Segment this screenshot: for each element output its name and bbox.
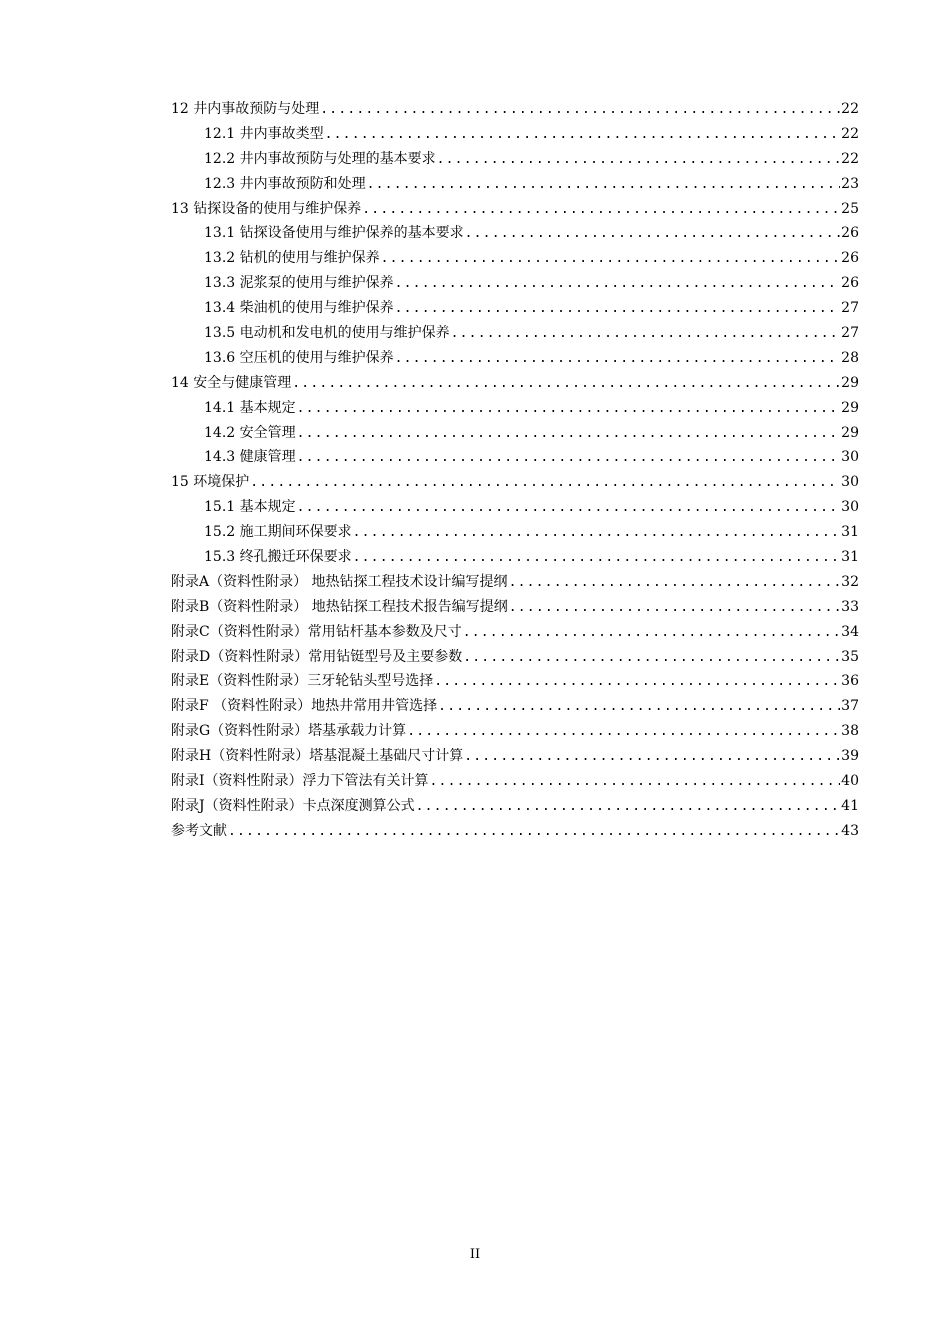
toc-entry-title: 13.3 泥浆泵的使用与维护保养 — [204, 275, 394, 292]
toc-entry[interactable] — [171, 271, 859, 296]
toc-entry-page: 31 — [841, 549, 859, 566]
toc-entry-title: 13.1 钻探设备使用与维护保养的基本要求 — [204, 225, 464, 242]
toc-entry-page: 27 — [841, 325, 859, 342]
toc-entry-title: 13 钻探设备的使用与维护保养 — [171, 200, 362, 217]
toc-entry-page: 35 — [841, 648, 859, 665]
toc-entry-title: 15.1 基本规定 — [204, 499, 296, 516]
toc-entry-title: 13.5 电动机和发电机的使用与维护保养 — [204, 325, 450, 342]
toc-dot-leader — [381, 247, 841, 272]
toc-entry[interactable] — [171, 396, 859, 421]
toc-entry[interactable] — [171, 97, 859, 122]
toc-dot-leader — [395, 272, 841, 297]
toc-entry-page: 29 — [841, 374, 859, 391]
toc-entry-page: 36 — [841, 673, 859, 690]
toc-entry-page: 41 — [841, 797, 859, 814]
toc-entry[interactable] — [171, 570, 859, 595]
toc-entry-title: 附录E（资料性附录）三牙轮钻头型号选择 — [171, 673, 434, 690]
toc-entry[interactable] — [171, 470, 859, 495]
toc-entry[interactable] — [171, 794, 859, 819]
toc-dot-leader — [465, 222, 841, 247]
toc-entry[interactable] — [171, 147, 859, 172]
toc-entry[interactable] — [171, 321, 859, 346]
toc-dot-leader — [451, 322, 841, 347]
toc-entry-title: 13.4 柴油机的使用与维护保养 — [204, 300, 394, 317]
toc-entry-title: 附录H（资料性附录）塔基混凝土基础尺寸计算 — [171, 748, 464, 765]
toc-entry-page: 31 — [841, 524, 859, 541]
toc-dot-leader — [325, 123, 841, 148]
toc-entry-page: 43 — [841, 822, 859, 839]
toc-entry-page: 23 — [841, 175, 859, 192]
toc-entry-title: 15 环境保护 — [171, 474, 250, 491]
toc-entry[interactable] — [171, 719, 859, 744]
toc-entry-title: 附录A（资料性附录） 地热钻探工程技术设计编写提纲 — [171, 573, 508, 590]
toc-entry-page: 39 — [841, 748, 859, 765]
toc-dot-leader — [353, 546, 841, 571]
toc-entry-page: 30 — [841, 499, 859, 516]
toc-entry-page: 26 — [841, 275, 859, 292]
toc-entry-page: 26 — [841, 250, 859, 267]
toc-entry-page: 22 — [841, 125, 859, 142]
toc-dot-leader — [463, 646, 840, 671]
table-of-contents — [171, 97, 859, 844]
toc-entry-page: 40 — [841, 773, 859, 790]
toc-entry-page: 27 — [841, 300, 859, 317]
toc-dot-leader — [353, 521, 841, 546]
toc-entry-page: 37 — [841, 698, 859, 715]
toc-dot-leader — [250, 471, 840, 496]
toc-entry[interactable] — [171, 197, 859, 222]
toc-entry-page: 22 — [841, 101, 859, 117]
toc-dot-leader — [437, 148, 841, 173]
toc-entry-title: 参考文献 — [171, 822, 227, 839]
toc-entry-title: 13.2 钻机的使用与维护保养 — [204, 250, 380, 267]
toc-entry-page: 29 — [841, 399, 859, 416]
toc-entry[interactable] — [171, 122, 859, 147]
toc-entry-title: 附录B（资料性附录） 地热钻探工程技术报告编写提纲 — [171, 598, 508, 615]
toc-entry-title: 12.1 井内事故类型 — [204, 125, 324, 142]
toc-entry-page: 33 — [841, 598, 859, 615]
toc-dot-leader — [297, 422, 841, 447]
toc-entry[interactable] — [171, 246, 859, 271]
toc-dot-leader — [395, 297, 841, 322]
toc-entry[interactable] — [171, 595, 859, 620]
toc-dot-leader — [430, 770, 841, 795]
toc-entry-title: 12 井内事故预防与处理 — [171, 101, 320, 117]
toc-entry-title: 附录D（资料性附录）常用钻铤型号及主要参数 — [171, 648, 463, 665]
toc-dot-leader — [463, 621, 840, 646]
toc-entry[interactable] — [171, 296, 859, 321]
toc-entry-title: 附录J（资料性附录）卡点深度测算公式 — [171, 797, 415, 814]
toc-entry-title: 附录G（资料性附录）塔基承载力计算 — [171, 723, 407, 740]
toc-entry[interactable] — [171, 545, 859, 570]
toc-entry-page: 29 — [841, 424, 859, 441]
toc-dot-leader — [367, 173, 841, 198]
toc-dot-leader — [407, 720, 840, 745]
toc-entry-page: 26 — [841, 225, 859, 242]
toc-entry[interactable] — [171, 346, 859, 371]
toc-entry[interactable] — [171, 445, 859, 470]
toc-dot-leader — [320, 98, 840, 123]
toc-dot-leader — [362, 198, 840, 223]
toc-dot-leader — [395, 347, 841, 372]
toc-entry-title: 15.3 终孔搬迁环保要求 — [204, 549, 352, 566]
toc-entry-title: 14 安全与健康管理 — [171, 374, 292, 391]
toc-entry-page: 28 — [841, 349, 859, 366]
toc-dot-leader — [464, 745, 840, 770]
toc-dot-leader — [292, 372, 840, 397]
toc-dot-leader — [509, 596, 840, 621]
toc-entry-title: 附录F （资料性附录）地热井常用井管选择 — [171, 698, 438, 715]
toc-entry-page: 32 — [841, 573, 859, 590]
toc-entry-title: 附录I（资料性附录）浮力下管法有关计算 — [171, 773, 429, 790]
toc-entry[interactable] — [171, 669, 859, 694]
toc-entry[interactable] — [171, 172, 859, 197]
toc-entry-page: 30 — [841, 449, 859, 466]
toc-entry[interactable] — [171, 620, 859, 645]
toc-dot-leader — [438, 695, 840, 720]
toc-entry[interactable] — [171, 495, 859, 520]
page-number: II — [469, 1247, 481, 1262]
toc-entry-title: 附录C（资料性附录）常用钻杆基本参数及尺寸 — [171, 623, 462, 640]
toc-entry[interactable] — [171, 819, 859, 844]
toc-dot-leader — [509, 571, 841, 596]
toc-entry[interactable] — [171, 221, 859, 246]
toc-entry-title: 15.2 施工期间环保要求 — [204, 524, 352, 541]
toc-entry[interactable] — [171, 694, 859, 719]
toc-entry-title: 14.1 基本规定 — [204, 399, 296, 416]
toc-dot-leader — [297, 496, 841, 521]
toc-entry-page: 22 — [841, 150, 859, 167]
toc-entry-title: 12.3 井内事故预防和处理 — [204, 175, 366, 192]
toc-dot-leader — [434, 670, 840, 695]
toc-entry-page: 25 — [841, 200, 859, 217]
toc-entry[interactable] — [171, 744, 859, 769]
toc-dot-leader — [297, 397, 841, 422]
toc-entry-title: 12.2 井内事故预防与处理的基本要求 — [204, 150, 436, 167]
toc-entry-title: 14.2 安全管理 — [204, 424, 296, 441]
toc-entry[interactable] — [171, 421, 859, 446]
toc-entry-page: 38 — [841, 723, 859, 740]
toc-entry[interactable] — [171, 371, 859, 396]
toc-entry[interactable] — [171, 769, 859, 794]
toc-entry[interactable] — [171, 645, 859, 670]
toc-entry-page: 34 — [841, 623, 859, 640]
toc-dot-leader — [228, 820, 840, 845]
toc-entry-title: 13.6 空压机的使用与维护保养 — [204, 349, 394, 366]
toc-entry[interactable] — [171, 520, 859, 545]
toc-entry-page: 30 — [841, 474, 859, 491]
toc-entry-title: 14.3 健康管理 — [204, 449, 296, 466]
toc-dot-leader — [297, 446, 841, 471]
toc-dot-leader — [416, 795, 841, 820]
